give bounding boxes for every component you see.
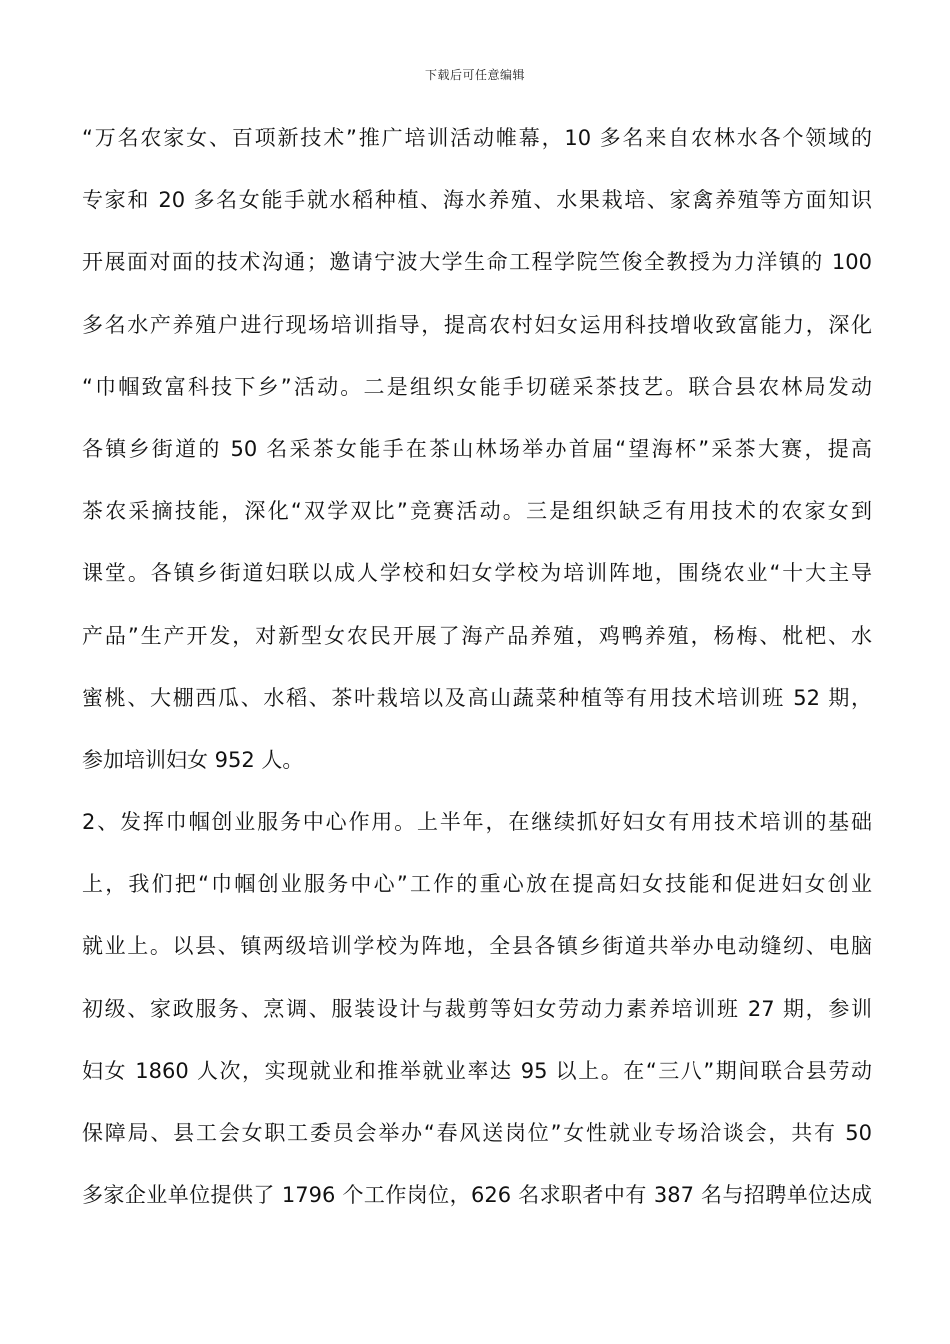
text-line: 各镇乡街道的 50 名采茶女能手在茶山林场举办首届“望海杯”采茶大赛，提高 — [82, 436, 872, 461]
text-line: “巾帼致富科技下乡”活动。二是组织女能手切磋采茶技艺。联合县农林局发动 — [82, 374, 872, 399]
document-body — [82, 118, 872, 1237]
text-line: 参加培训妇女 952 人。 — [82, 747, 304, 772]
text-line: 初级、家政服务、烹调、服装设计与裁剪等妇女劳动力素养培训班 27 期，参训 — [82, 996, 872, 1021]
text-line: 上，我们把“巾帼创业服务中心”工作的重心放在提高妇女技能和促进妇女创业 — [82, 872, 872, 897]
text-line: 就业上。以县、镇两级培训学校为阵地，全县各镇乡街道共举办电动缝纫、电脑 — [82, 934, 872, 959]
text-line: 妇女 1860 人次，实现就业和推举就业率达 95 以上。在“三八”期间联合县劳动 — [82, 1058, 872, 1083]
text-line: 专家和 20 多名女能手就水稻种植、海水养殖、水果栽培、家禽养殖等方面知识 — [82, 188, 872, 213]
text-line: 茶农采摘技能，深化“双学双比”竞赛活动。三是组织缺乏有用技术的农家女到 — [82, 499, 872, 524]
text-line: 蜜桃、大棚西瓜、水稻、茶叶栽培以及高山蔬菜种植等有用技术培训班 52 期， — [82, 685, 872, 710]
text-line: 开展面对面的技术沟通；邀请宁波大学生命工程学院竺俊全教授为力洋镇的 100 — [82, 250, 872, 275]
text-line: 产品”生产开发，对新型女农民开展了海产品养殖，鸡鸭养殖，杨梅、枇杷、水 — [82, 623, 872, 648]
text-line: 多名水产养殖户进行现场培训指导，提高农村妇女运用科技增收致富能力，深化 — [82, 312, 872, 337]
text-line: 2、发挥巾帼创业服务中心作用。上半年，在继续抓好妇女有用技术培训的基础 — [82, 810, 872, 835]
text-line: 保障局、县工会女职工委员会举办“春风送岗位”女性就业专场洽谈会，共有 50 — [82, 1121, 872, 1145]
text-line: 课堂。各镇乡街道妇联以成人学校和妇女学校为培训阵地，围绕农业“十大主导 — [82, 561, 872, 586]
text-line: “万名农家女、百项新技术”推广培训活动帷幕，10 多名来自农林水各个领域的 — [82, 126, 872, 150]
text-line: 多家企业单位提供了 1796 个工作岗位，626 名求职者中有 387 名与招聘单位达成 — [82, 1183, 872, 1208]
page-header: 下载后可任意编辑 — [424, 68, 525, 82]
